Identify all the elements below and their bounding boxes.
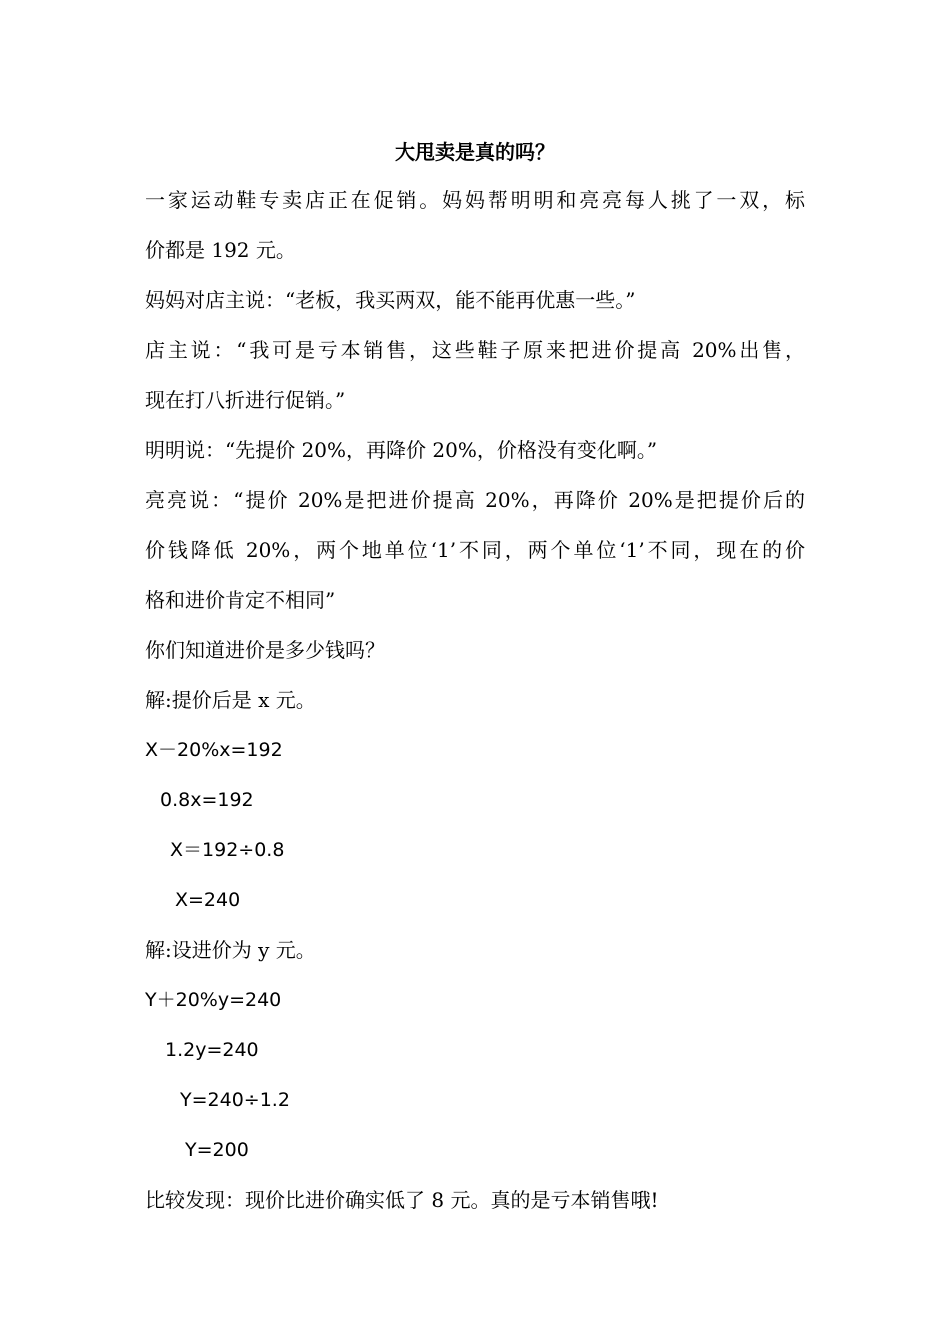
equation-2-step-3: Y=240÷1.2: [180, 1089, 290, 1111]
paragraph-line-8: 价钱降低 20%，两个地单位‘1’不同，两个单位‘1’不同，现在的价: [145, 538, 805, 562]
solution-2-intro: 解:设进价为 y 元。: [145, 938, 316, 962]
paragraph-line-5: 现在打八折进行促销。”: [145, 388, 346, 412]
paragraph-line-1: 一家运动鞋专卖店正在促销。妈妈帮明明和亮亮每人挑了一双，标: [145, 188, 805, 212]
page-title: 大甩卖是真的吗？: [395, 140, 555, 164]
equation-1-step-3: X＝192÷0.8: [170, 839, 285, 861]
solution-1-intro: 解:提价后是 x 元。: [145, 688, 316, 712]
question-line: 你们知道进价是多少钱吗？: [145, 638, 385, 662]
paragraph-line-9: 格和进价肯定不相同”: [145, 588, 336, 612]
paragraph-line-7: 亮亮说：“提价 20%是把进价提高 20%，再降价 20%是把提价后的: [145, 488, 805, 512]
paragraph-line-2: 价都是 192 元。: [145, 238, 296, 262]
equation-2-step-2: 1.2y=240: [165, 1039, 259, 1061]
equation-2-step-1: Y＋20%y=240: [145, 989, 282, 1011]
equation-1-step-1: X－20%x=192: [145, 739, 283, 761]
paragraph-line-3: 妈妈对店主说：“老板，我买两双，能不能再优惠一些。”: [145, 288, 636, 312]
equation-1-step-2: 0.8x=192: [160, 789, 254, 811]
conclusion-line: 比较发现：现价比进价确实低了 8 元。真的是亏本销售哦!: [145, 1188, 659, 1212]
equation-2-step-4: Y=200: [185, 1139, 249, 1161]
paragraph-line-6: 明明说：“先提价 20%，再降价 20%，价格没有变化啊。”: [145, 438, 658, 462]
equation-1-step-4: X=240: [175, 889, 241, 911]
paragraph-line-4: 店主说：“我可是亏本销售，这些鞋子原来把进价提高 20%出售，: [145, 338, 805, 362]
